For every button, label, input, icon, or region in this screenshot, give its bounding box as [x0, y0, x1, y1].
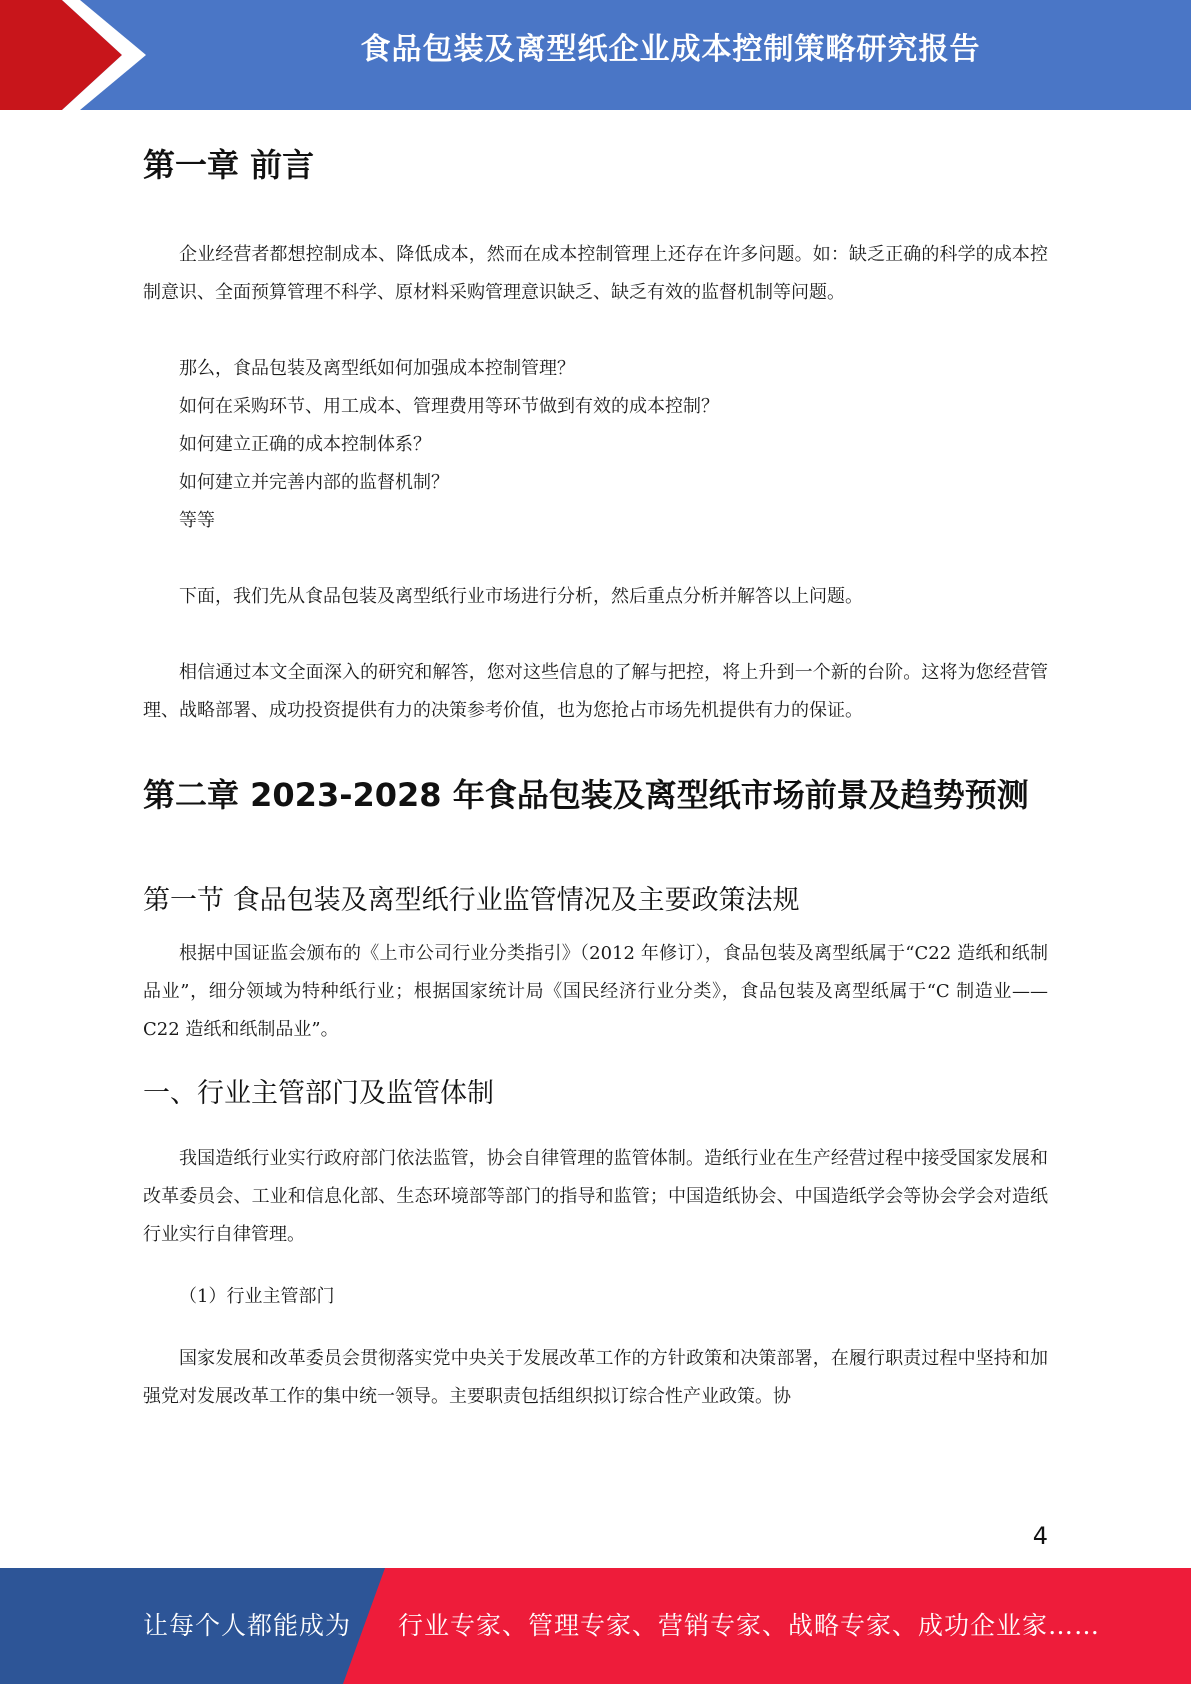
list-item: 等等: [179, 510, 215, 531]
chapter-2-title: 第二章 2023-2028 年食品包装及离型纸市场前景及趋势预测: [143, 776, 1029, 814]
chapter-1-next: 下面，我们先从食品包装及离型纸行业市场进行分析，然后重点分析并解答以上问题。: [179, 586, 863, 607]
subsection-1-para: 我国造纸行业实行政府部门依法监管，协会自律管理的监管体制。造纸行业在生产经营过程中接受国家发展和改革委员会、工业和信息化部、生态环境部等部门的指导和监管；中国造纸协会、中国造纸学会等协会学会对造纸行业实行自律管理。: [143, 1148, 1048, 1245]
header-bar: [0, 0, 1191, 110]
list-item: 如何建立并完善内部的监督机制？: [179, 472, 449, 493]
chapter-1-belief: 相信通过本文全面深入的研究和解答，您对这些信息的了解与把控，将上升到一个新的台阶。这将为您经营管理、战略部署、成功投资提供有力的决策参考价值，也为您抢占市场先机提供有力的保证。: [143, 662, 1048, 721]
footer-slogan-left: 让每个人都能成为: [143, 1611, 352, 1640]
list-item: 那么，食品包装及离型纸如何加强成本控制管理？: [179, 358, 575, 379]
footer-slogan-right: 行业专家、管理专家、营销专家、战略专家、成功企业家……: [398, 1611, 1101, 1640]
page-content: [143, 130, 1048, 1416]
subsection-1-title: 一、行业主管部门及监管体制: [143, 1078, 494, 1109]
item-1-label: （1）行业主管部门: [179, 1286, 335, 1307]
list-item: 如何在采购环节、用工成本、管理费用等环节做到有效的成本控制？: [179, 396, 719, 417]
chevron-arrow-icon: [0, 0, 160, 110]
page-number: 4: [1032, 1522, 1048, 1550]
section-1-title: 第一节 食品包装及离型纸行业监管情况及主要政策法规: [143, 885, 800, 916]
list-item: 如何建立正确的成本控制体系？: [179, 434, 431, 455]
item-1-para: 国家发展和改革委员会贯彻落实党中央关于发展改革工作的方针政策和决策部署，在履行职责过程中坚持和加强党对发展改革工作的集中统一领导。主要职责包括组织拟订综合性产业政策。协: [143, 1348, 1048, 1407]
chapter-1-intro: 企业经营者都想控制成本、降低成本，然而在成本控制管理上还存在许多问题。如：缺乏正确的科学的成本控制意识、全面预算管理不科学、原材料采购管理意识缺乏、缺乏有效的监督机制等问题。: [143, 244, 1048, 303]
footer-bar: [0, 1568, 1191, 1684]
chapter-1-title: 第一章 前言: [143, 146, 315, 184]
section-1-para: 根据中国证监会颁布的《上市公司行业分类指引》（2012 年修订），食品包装及离型纸属于“C22 造纸和纸制品业”，细分领域为特种纸行业；根据国家统计局《国民经济行业分类》，食品包装及离型纸属于“C 制造业—— C22 造纸和纸制品业”。: [143, 943, 1048, 1040]
report-title: 食品包装及离型纸企业成本控制策略研究报告: [360, 32, 981, 67]
question-list: [143, 350, 1048, 540]
